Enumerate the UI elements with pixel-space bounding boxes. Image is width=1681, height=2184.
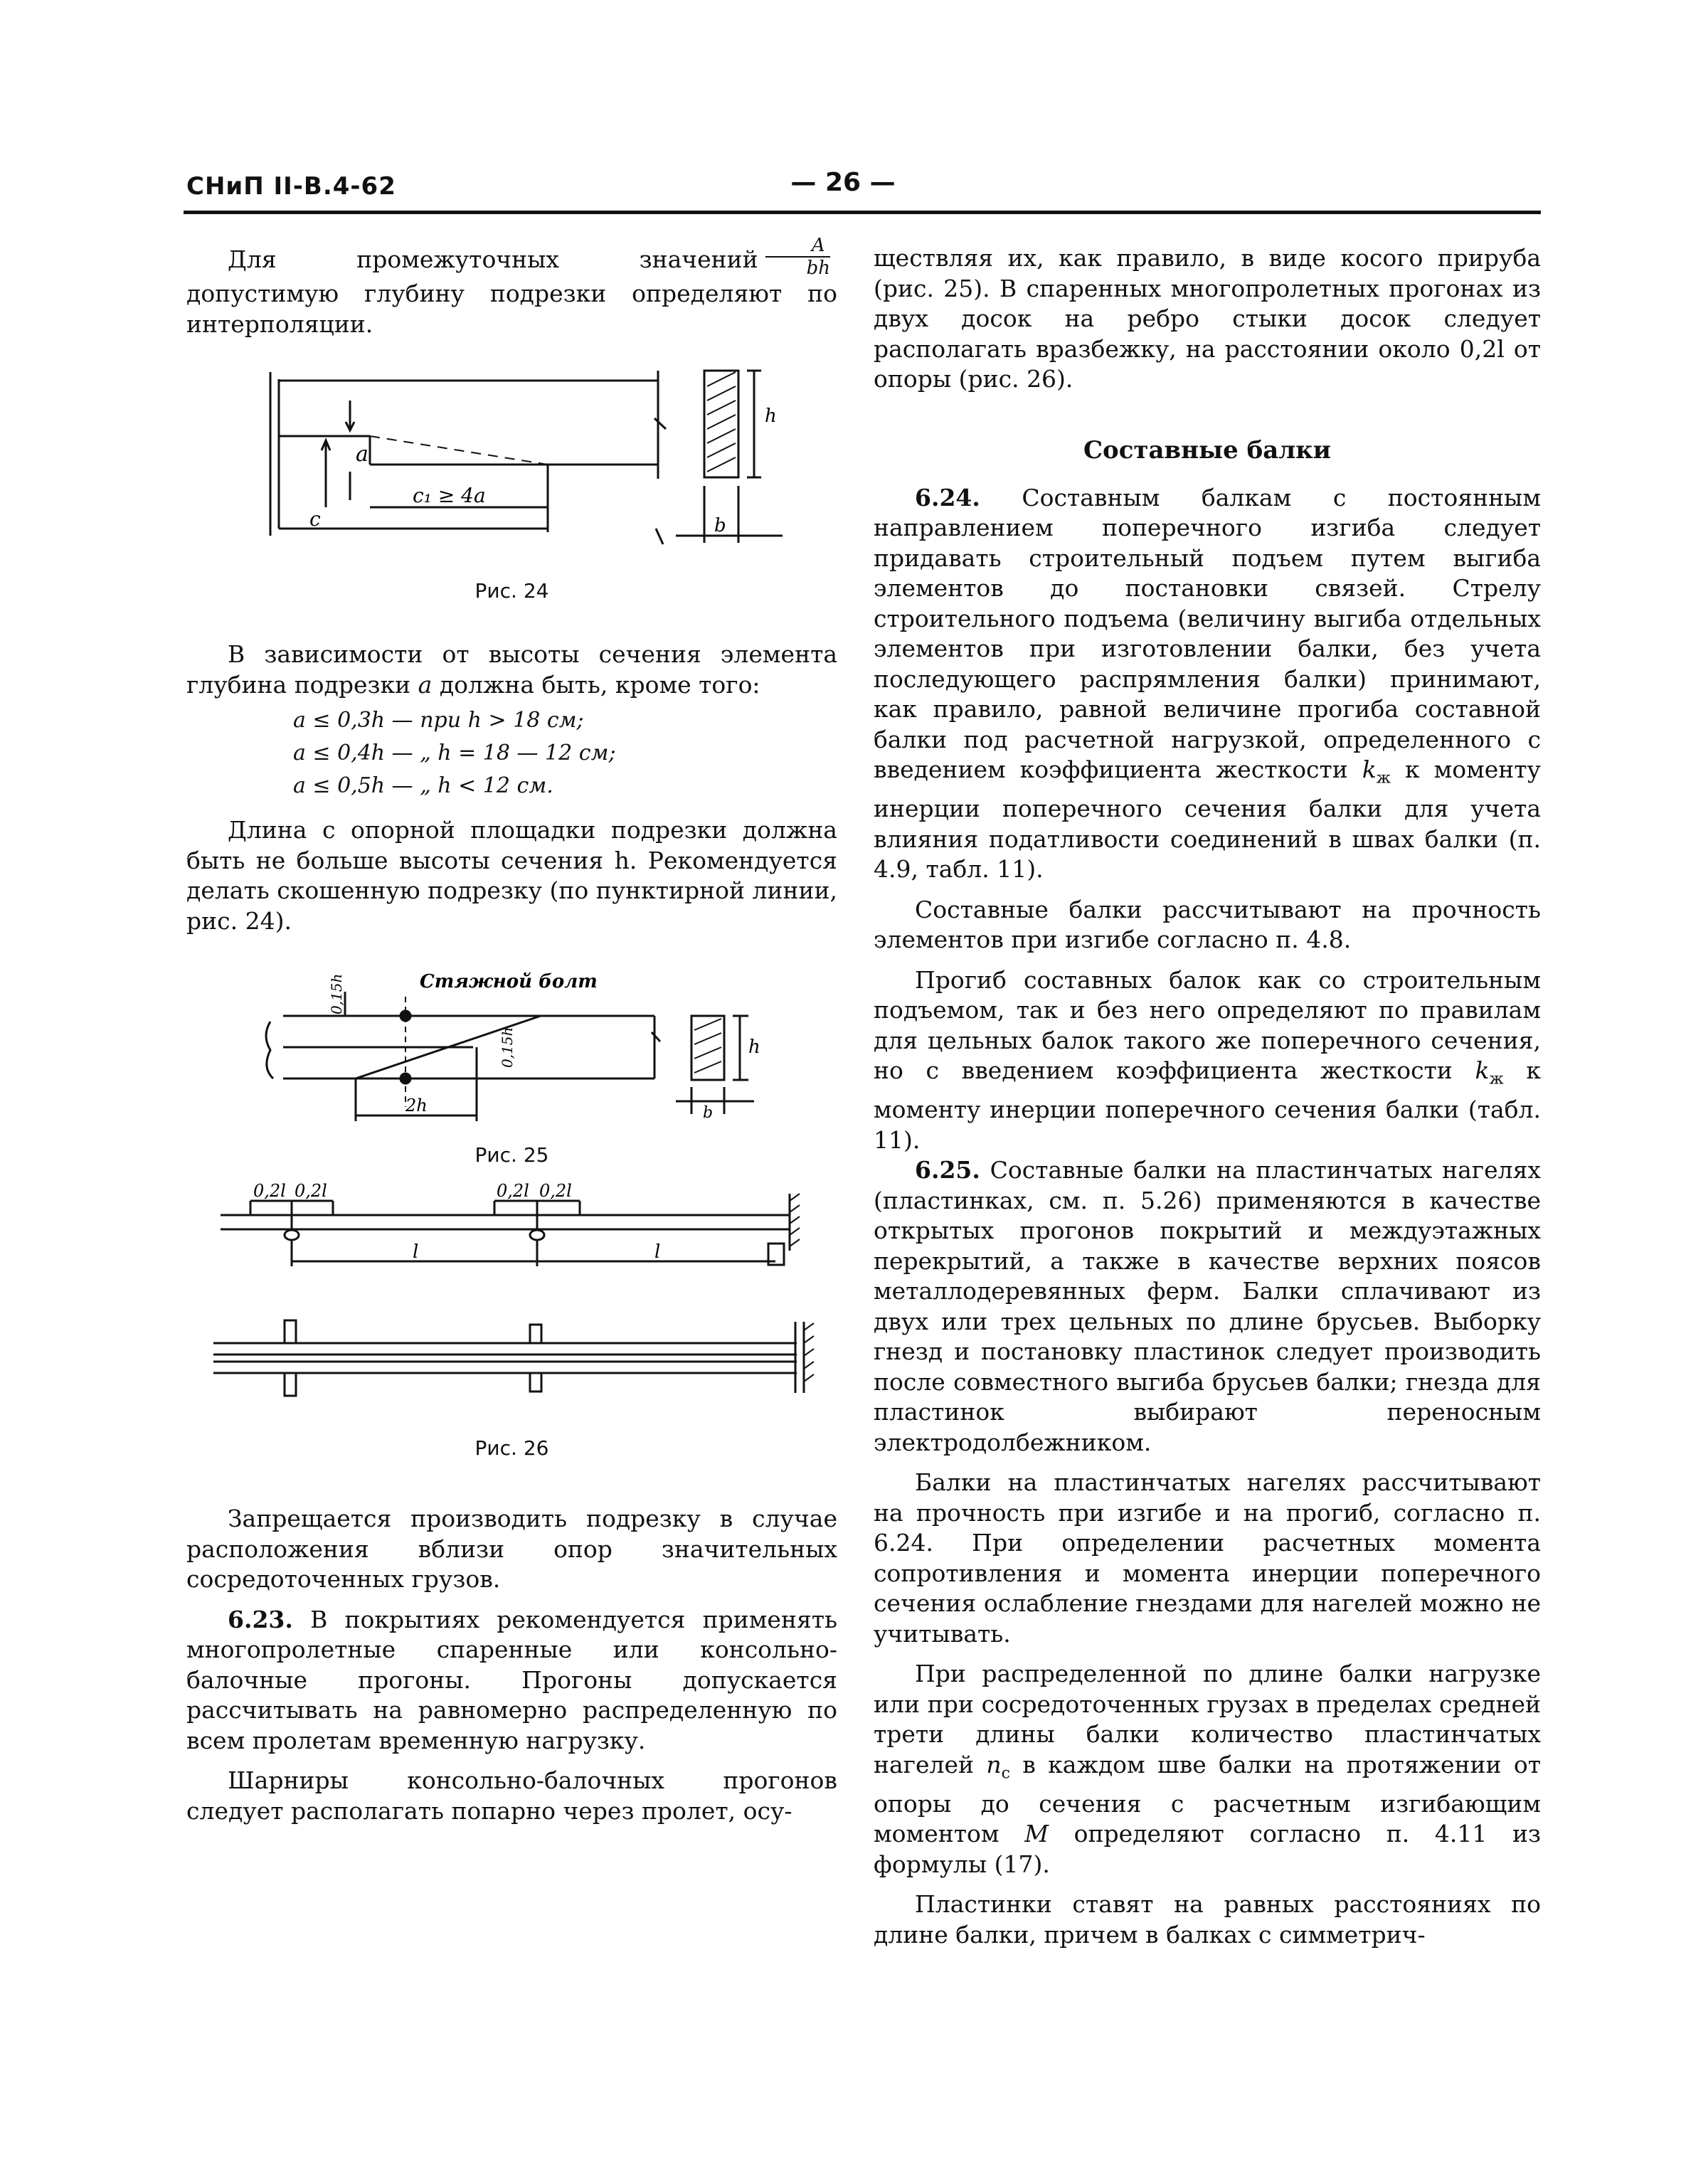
variable-a: a bbox=[418, 670, 433, 699]
text-fragment: определяют согласно п. 4.11 из формулы (17). bbox=[874, 1820, 1542, 1878]
symbol-k: k bbox=[1362, 756, 1377, 783]
subscript-c: c bbox=[1001, 1764, 1010, 1783]
formula-line-3: a ≤ 0,5h — „ h < 12 см. bbox=[293, 773, 553, 798]
figure-25 bbox=[242, 965, 783, 1135]
figure-26-caption: Рис. 26 bbox=[474, 1436, 549, 1460]
subscript-zh: ж bbox=[1489, 1070, 1504, 1088]
text-fragment: При распределенной по длине балки нагрузке или при сосредоточенных грузах в пределах средней трети длины балки количество пластинчатых нагелей bbox=[874, 1660, 1541, 1779]
fig25-label-bolt: Стяжной болт bbox=[419, 971, 598, 992]
clause-number: 6.25. bbox=[915, 1156, 980, 1184]
formula-line-2: a ≤ 0,4h — „ h = 18 — 12 см; bbox=[293, 741, 616, 765]
text-fragment: В покрытиях рекомендуется применять многопролетные спаренные или консольно-балочные прогоны. Прогоны допускается рассчитывать на равномерно распределенную по всем пролетам временную нагрузку. bbox=[186, 1605, 837, 1754]
text-fragment: Составные балки на пластинчатых нагелях (пластинках, см. п. 5.26) применяются в качестве открытых прогонов покрытий и междуэтажных перекрытий, а также в качестве верхних поясов металлодеревянных ферм. Балки сплачивают из двух или трех цельных по длине брусьев. Выборку гнезд и постановку пластинок следует производить после совместного выгиба брусьев балки; гнезда для пластинок выбирают переносным электродолбежником. bbox=[874, 1156, 1541, 1456]
fraction-numerator: A bbox=[765, 235, 830, 258]
left-column bbox=[186, 235, 837, 1826]
paragraph-support-length: Длина c опорной площадки подрезки должна быть не больше высоты сечения h. Рекомендуется делать скошенную подрезку (по пунктирной линии, рис. 24). bbox=[186, 816, 837, 935]
symbol-n: n bbox=[986, 1750, 1002, 1779]
fig25-label-h: h bbox=[748, 1037, 760, 1058]
paragraph-deflection bbox=[874, 965, 1541, 1156]
document-code: СНиП II-В.4-62 bbox=[186, 172, 396, 201]
fig26-label-l-1: l bbox=[412, 1241, 418, 1263]
fig24-label-b: b bbox=[714, 515, 726, 536]
paragraph-prohibition: Запрещается производить подрезку в случае расположения вблизи опор значительных сосредоточенных грузов. bbox=[186, 1505, 837, 1593]
fig24-label-a: a bbox=[355, 442, 368, 467]
text-fragment: допустимую глубину подрезки определяют по интерполяции. bbox=[186, 280, 837, 338]
fraction-denominator: bh bbox=[806, 258, 830, 279]
text-fragment: Составным балкам с постоянным направлением поперечного изгиба следует придавать строительный подъем путем выгиба элементов до постановки связей. Стрелу строительного подъема (величину выгиба отдельных элементов при изготовлении балки, без учета последующего распрямления балки) принимают, как правило, равной величине прогиба составной балки под расчетной нагрузкой, определенного с введением коэффициента жесткости bbox=[874, 483, 1541, 783]
figure-24-caption: Рис. 24 bbox=[474, 579, 549, 603]
paragraph-plate-dowels: Балки на пластинчатых нагелях рассчитывают на прочность при изгибе и на прогиб, согласно п. 6.24. При определении расчетных момента сопротивления и момента инерции поперечного сечения ослабление гнездами для нагелей можно не учитывать. bbox=[874, 1468, 1541, 1648]
paragraph-depth-condition bbox=[186, 640, 837, 700]
subscript-zh: ж bbox=[1376, 769, 1391, 788]
paragraph-6-23 bbox=[186, 1605, 837, 1756]
text-fragment: в каждом шве балки на протяжении от опоры до сечения с расчетным изгибающим моментом bbox=[874, 1750, 1541, 1848]
clause-number: 6.23. bbox=[228, 1605, 293, 1633]
text-fragment: Для промежуточных значений bbox=[228, 245, 758, 273]
fig26-label-02l-3: 0,2l bbox=[496, 1181, 529, 1201]
clause-number: 6.24. bbox=[915, 483, 980, 511]
paragraph-hinges: Шарниры консольно-балочных прогонов следует располагать попарно через пролет, осу- bbox=[186, 1766, 837, 1825]
paragraph-strength: Составные балки рассчитывают на прочность элементов при изгибе согласно п. 4.8. bbox=[874, 895, 1541, 954]
fig26-label-02l-1: 0,2l bbox=[253, 1181, 286, 1201]
text-fragment: Прогиб составных балок как со строительным подъемом, так и без него определяют по правилам для цельных балок такого же поперечного сечения, но с введением коэффициента жесткости bbox=[874, 965, 1541, 1085]
fraction-a-bh bbox=[765, 235, 830, 279]
paragraph-6-24 bbox=[874, 483, 1541, 885]
fig24-label-h: h bbox=[764, 405, 777, 427]
figure-26 bbox=[206, 1172, 818, 1428]
page-number: — 26 — bbox=[790, 168, 896, 197]
fig24-label-c: c bbox=[309, 507, 321, 531]
symbol-k: k bbox=[1475, 1056, 1490, 1085]
right-column bbox=[874, 243, 1541, 1950]
section-title: Составные балки bbox=[1083, 435, 1332, 465]
figure-25-caption: Рис. 25 bbox=[474, 1143, 549, 1167]
figure-24 bbox=[242, 365, 783, 571]
paragraph-distributed-load bbox=[874, 1659, 1541, 1880]
fig25-label-2h: 2h bbox=[405, 1096, 428, 1115]
fig25-label-015h-b: 0,15h bbox=[498, 1027, 516, 1068]
text-fragment: к моменту инерции поперечного сечения балки для учета влияния податливости соединений в швах балки (п. 4.9, табл. 11). bbox=[874, 756, 1541, 884]
text-fragment: В зависимости от высоты сечения элемента глубина подрезки bbox=[186, 640, 837, 699]
fig26-label-02l-2: 0,2l bbox=[294, 1181, 327, 1201]
fig24-label-c1: c₁ ≥ 4a bbox=[412, 484, 486, 507]
fig25-label-015h-a: 0,15h bbox=[327, 973, 345, 1014]
text-fragment: к моменту инерции поперечного сечения балки (табл. 11). bbox=[874, 1056, 1541, 1154]
fig26-label-l-2: l bbox=[654, 1241, 660, 1263]
text-fragment: должна быть, кроме того: bbox=[439, 670, 760, 699]
header-rule bbox=[184, 211, 1541, 214]
symbol-m: M bbox=[1024, 1820, 1049, 1848]
paragraph-plates-spacing: Пластинки ставят на равных расстояниях по длине балки, причем в балках с симметрич- bbox=[874, 1890, 1541, 1949]
fig25-label-b: b bbox=[702, 1104, 713, 1122]
fig26-label-02l-4: 0,2l bbox=[539, 1181, 572, 1201]
formula-line-1: a ≤ 0,3h — при h > 18 см; bbox=[293, 708, 584, 733]
paragraph-interpolation bbox=[186, 235, 837, 339]
paragraph-continuation: ществляя их, как правило, в виде косого прируба (рис. 25). В спаренных многопролетных прогонах из двух досок на ребро стыки досок следует располагать вразбежку, на расстоянии около 0,2l от опоры (рис. 26). bbox=[874, 244, 1541, 393]
paragraph-6-25 bbox=[874, 1155, 1541, 1458]
